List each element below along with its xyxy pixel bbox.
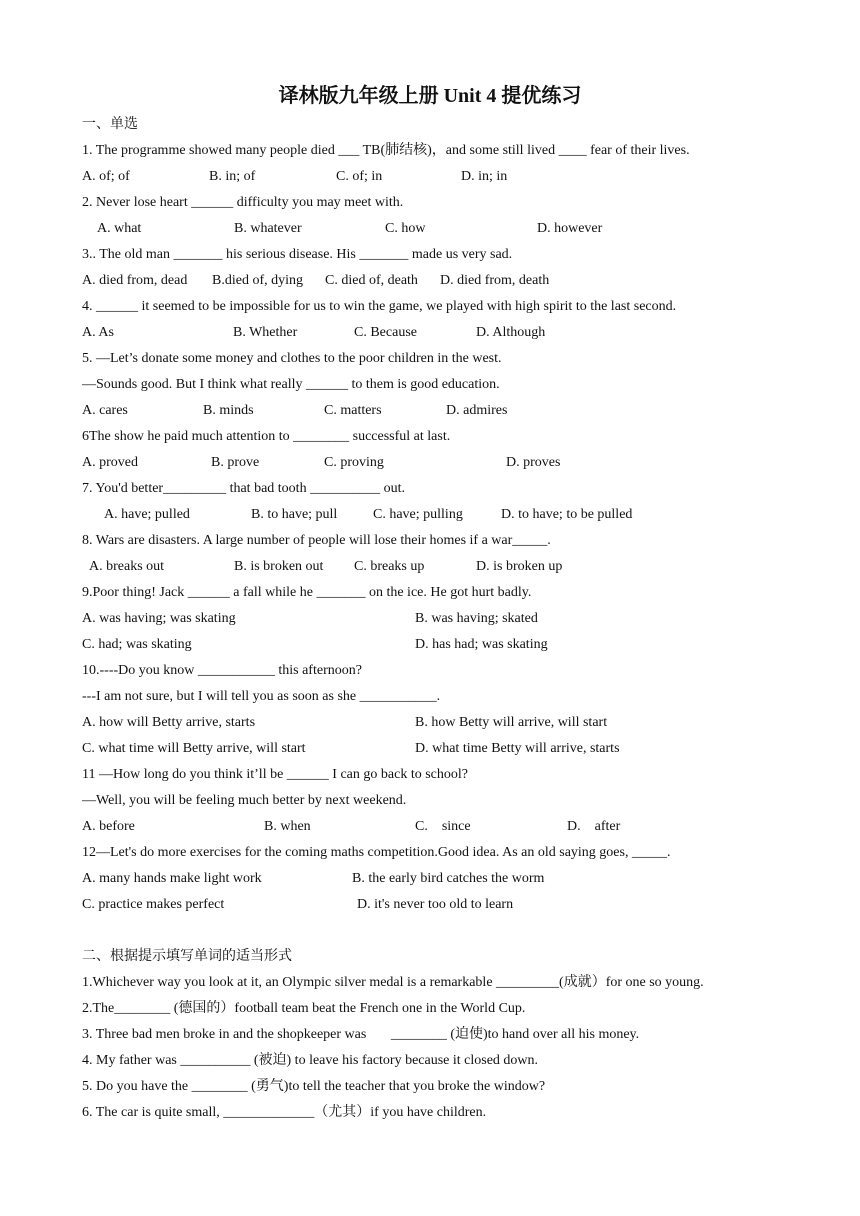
question-10-options-row-2 bbox=[82, 738, 772, 760]
question-4-stem: 4. ______ it seemed to be impossible for us to win the game, we played with high spirit to the last second. bbox=[82, 299, 677, 314]
option-a: A. before bbox=[82, 819, 135, 834]
option-d: D. proves bbox=[506, 455, 561, 470]
question-11-options bbox=[82, 816, 772, 838]
option-a: A. of; of bbox=[82, 169, 130, 184]
option-a: A. many hands make light work bbox=[82, 871, 262, 886]
question-10-stem: 10.----Do you know ___________ this afternoon? bbox=[82, 663, 362, 678]
option-a: A. what bbox=[97, 221, 142, 236]
question-10-response: ---I am not sure, but I will tell you as soon as she ___________. bbox=[82, 689, 441, 704]
option-c: C. what time will Betty arrive, will start bbox=[82, 741, 306, 756]
section-heading-multiple-choice: 一、单选 bbox=[82, 117, 138, 132]
question-5-options bbox=[82, 400, 772, 422]
word-form-item-4: 4. My father was __________ (被迫) to leave his factory because it closed down. bbox=[82, 1053, 539, 1068]
option-d: D. is broken up bbox=[476, 559, 563, 574]
option-a: A. breaks out bbox=[89, 559, 165, 574]
option-c: C. breaks up bbox=[354, 559, 425, 574]
question-12-options-row-2 bbox=[82, 894, 772, 916]
option-d: D. in; in bbox=[461, 169, 508, 184]
question-3-stem: 3.. The old man _______ his serious disease. His _______ made us very sad. bbox=[82, 247, 513, 262]
page-title: 译林版九年级上册 Unit 4 提优练习 bbox=[278, 85, 582, 107]
word-form-item-3: 3. Three bad men broke in and the shopkeeper was ________ (迫使)to hand over all his money. bbox=[82, 1027, 640, 1042]
option-d: D. it's never too old to learn bbox=[357, 897, 514, 912]
question-9-options-row-2 bbox=[82, 634, 772, 656]
option-a: A. was having; was skating bbox=[82, 611, 236, 626]
section-heading-word-forms: 二、根据提示填写单词的适当形式 bbox=[82, 949, 292, 964]
option-b: B. prove bbox=[211, 455, 260, 470]
option-b: B. was having; skated bbox=[415, 611, 538, 626]
question-5-response: —Sounds good. But I think what really ______ to them is good education. bbox=[82, 377, 500, 392]
question-11-response: —Well, you will be feeling much better by next weekend. bbox=[82, 793, 407, 808]
question-1-options bbox=[82, 166, 772, 188]
question-2-options bbox=[82, 218, 772, 240]
option-a: A. died from, dead bbox=[82, 273, 188, 288]
question-7-options bbox=[82, 504, 772, 526]
question-1-stem: 1. The programme showed many people died ___ TB(肺结核)，and some still lived ____ fear of their lives. bbox=[82, 143, 690, 158]
question-8-options bbox=[82, 556, 772, 578]
option-c: C. how bbox=[385, 221, 426, 236]
option-d: D. to have; to be pulled bbox=[501, 507, 633, 522]
option-c: C. proving bbox=[324, 455, 384, 470]
question-3-options bbox=[82, 270, 772, 292]
option-a: A. As bbox=[82, 325, 114, 340]
option-b: B. to have; pull bbox=[251, 507, 338, 522]
option-a: A. proved bbox=[82, 455, 138, 470]
option-b: B. whatever bbox=[234, 221, 302, 236]
question-9-options-row-1 bbox=[82, 608, 772, 630]
option-c: C. have; pulling bbox=[373, 507, 463, 522]
option-d: D. however bbox=[537, 221, 603, 236]
option-b: B. when bbox=[264, 819, 311, 834]
option-b: B. minds bbox=[203, 403, 254, 418]
option-d: D. has had; was skating bbox=[415, 637, 548, 652]
option-b: B. in; of bbox=[209, 169, 256, 184]
question-10-options-row-1 bbox=[82, 712, 772, 734]
option-c: C. had; was skating bbox=[82, 637, 192, 652]
option-b: B. is broken out bbox=[234, 559, 324, 574]
question-2-stem: 2. Never lose heart ______ difficulty you may meet with. bbox=[82, 195, 404, 210]
option-c: C. Because bbox=[354, 325, 417, 340]
question-7-stem: 7. You'd better_________ that bad tooth __________ out. bbox=[82, 481, 405, 496]
word-form-item-1: 1.Whichever way you look at it, an Olympic silver medal is a remarkable _________(成就）for one so young. bbox=[82, 975, 704, 990]
option-d: D. died from, death bbox=[440, 273, 550, 288]
word-form-item-6: 6. The car is quite small, _____________（尤其）if you have children. bbox=[82, 1105, 487, 1120]
option-b: B. how Betty will arrive, will start bbox=[415, 715, 608, 730]
option-a: A. have; pulled bbox=[104, 507, 190, 522]
option-d: D. admires bbox=[446, 403, 508, 418]
option-c: C. matters bbox=[324, 403, 382, 418]
question-12-stem: 12—Let's do more exercises for the coming maths competition.Good idea. As an old saying goes, _____. bbox=[82, 845, 671, 860]
question-5-stem: 5. —Let’s donate some money and clothes to the poor children in the west. bbox=[82, 351, 502, 366]
question-6-stem: 6The show he paid much attention to ________ successful at last. bbox=[82, 429, 451, 444]
question-4-options bbox=[82, 322, 772, 344]
option-c: C. died of, death bbox=[325, 273, 418, 288]
option-d: D. Although bbox=[476, 325, 546, 340]
question-9-stem: 9.Poor thing! Jack ______ a fall while he _______ on the ice. He got hurt badly. bbox=[82, 585, 532, 600]
question-12-options-row-1 bbox=[82, 868, 772, 890]
option-a: A. how will Betty arrive, starts bbox=[82, 715, 256, 730]
option-d: D. what time Betty will arrive, starts bbox=[415, 741, 620, 756]
option-b: B.died of, dying bbox=[212, 273, 303, 288]
option-a: A. cares bbox=[82, 403, 128, 418]
option-c: C. of; in bbox=[336, 169, 383, 184]
question-6-options bbox=[82, 452, 772, 474]
word-form-item-5: 5. Do you have the ________ (勇气)to tell the teacher that you broke the window? bbox=[82, 1079, 546, 1094]
option-b: B. the early bird catches the worm bbox=[352, 871, 545, 886]
option-b: B. Whether bbox=[233, 325, 298, 340]
word-form-item-2: 2.The________ (德国的）football team beat the French one in the World Cup. bbox=[82, 1001, 526, 1016]
option-c: C. since bbox=[415, 819, 471, 834]
question-8-stem: 8. Wars are disasters. A large number of people will lose their homes if a war_____. bbox=[82, 533, 551, 548]
option-c: C. practice makes perfect bbox=[82, 897, 225, 912]
question-11-stem: 11 —How long do you think it’ll be ______ I can go back to school? bbox=[82, 767, 468, 782]
option-d: D. after bbox=[567, 819, 621, 834]
